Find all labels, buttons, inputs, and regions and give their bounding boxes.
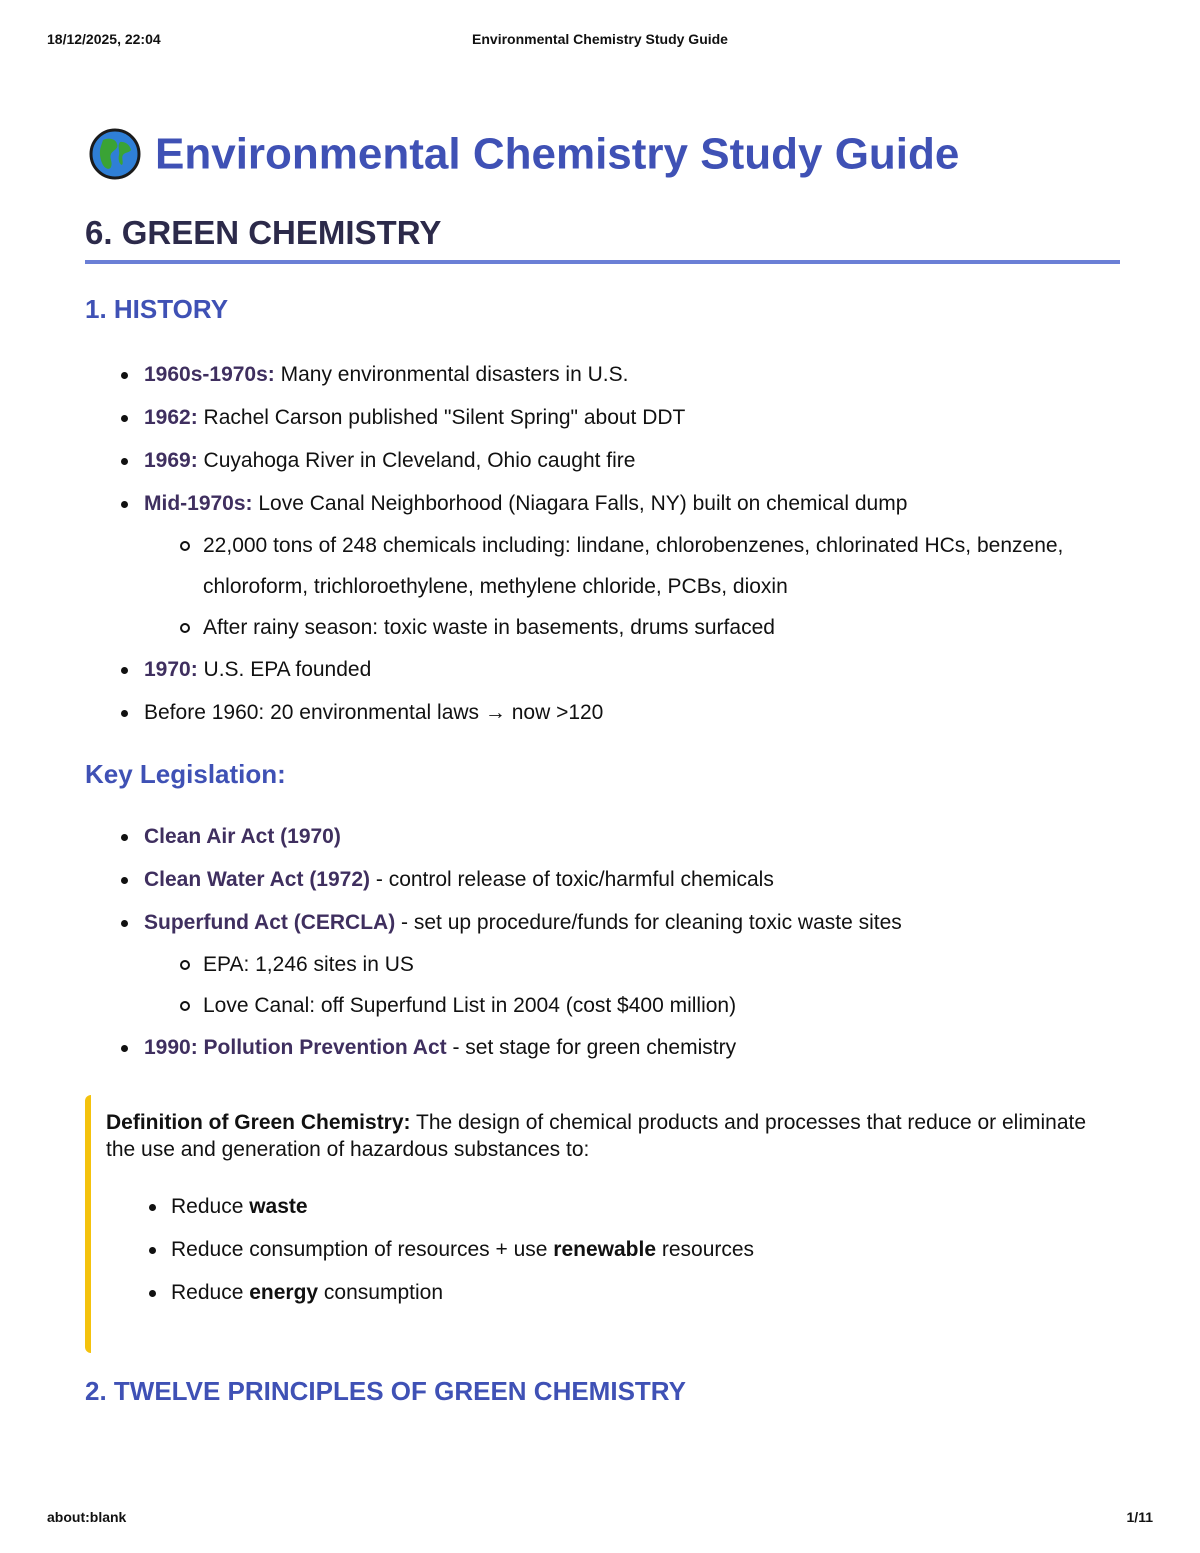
- list-item: [85, 901, 1105, 1026]
- item-text: consumption: [318, 1281, 443, 1304]
- list-item: [85, 815, 1105, 858]
- item-emphasis: renewable: [553, 1238, 657, 1261]
- item-text: Reduce: [171, 1195, 250, 1218]
- legislation-heading: Key Legislation:: [85, 759, 286, 789]
- definition-body: The design of chemical products and processes that reduce or eliminate the use and generation of hazardous substances to:: [106, 1111, 1087, 1161]
- item-text: Love Canal Neighborhood (Niagara Falls, NY) built on chemical dump: [252, 492, 908, 515]
- definition-text: [106, 1109, 1096, 1163]
- item-label: 1962:: [144, 406, 198, 429]
- list-item: [85, 482, 1105, 648]
- item-text: - control release of toxic/harmful chemicals: [370, 868, 774, 891]
- list-item: [107, 1271, 1097, 1314]
- item-emphasis: waste: [249, 1195, 308, 1218]
- item-label: Clean Water Act (1972): [144, 868, 371, 891]
- item-label: Superfund Act (CERCLA): [144, 911, 396, 934]
- item-text: Many environmental disasters in U.S.: [274, 363, 629, 386]
- page-number: 1/11: [1126, 1509, 1153, 1525]
- definition-callout: [85, 1095, 1106, 1353]
- sub-list-item: [144, 607, 1105, 648]
- list-item: [85, 691, 1105, 734]
- print-datetime: 18/12/2025, 22:04: [47, 31, 161, 47]
- definition-list: [107, 1185, 1097, 1314]
- list-item: [85, 648, 1105, 691]
- item-label: 1969:: [144, 449, 198, 472]
- section-title: 6. GREEN CHEMISTRY: [85, 212, 1120, 264]
- item-text: - set up procedure/funds for cleaning toxic waste sites: [395, 911, 902, 934]
- sub-list: [144, 944, 1105, 1026]
- list-item: [85, 1026, 1105, 1069]
- item-label: 1960s-1970s:: [144, 363, 275, 386]
- legislation-list: [85, 815, 1105, 1069]
- sub-item-text: 22,000 tons of 248 chemicals including: lindane, chlorobenzenes, chlorinated HCs, benzene, chloroform, trichloroethylene, methylene chloride, PCBs, dioxin: [203, 534, 1064, 598]
- sub-item-text: EPA: 1,246 sites in US: [203, 953, 414, 976]
- history-heading: 1. HISTORY: [85, 294, 229, 324]
- print-doc-title: Environmental Chemistry Study Guide: [472, 31, 728, 47]
- list-item: [85, 353, 1105, 396]
- history-list: [85, 353, 1105, 734]
- sub-item-text: After rainy season: toxic waste in basements, drums surfaced: [203, 616, 775, 639]
- item-text: Rachel Carson published "Silent Spring" about DDT: [197, 406, 686, 429]
- item-emphasis: energy: [249, 1281, 319, 1304]
- item-text: resources: [656, 1238, 755, 1261]
- sub-list-item: [144, 944, 1105, 985]
- list-item: [85, 439, 1105, 482]
- item-text: Reduce consumption of resources + use: [171, 1238, 554, 1261]
- list-item: [107, 1185, 1097, 1228]
- sub-list-item: [144, 985, 1105, 1026]
- item-label: Clean Air Act (1970): [144, 825, 341, 848]
- item-text: Reduce: [171, 1281, 250, 1304]
- list-item: [107, 1228, 1097, 1271]
- item-label: Mid-1970s:: [144, 492, 253, 515]
- page-title-text: Environmental Chemistry Study Guide: [155, 129, 960, 179]
- principles-heading: 2. TWELVE PRINCIPLES OF GREEN CHEMISTRY: [85, 1376, 686, 1406]
- definition-label: Definition of Green Chemistry:: [106, 1111, 411, 1134]
- item-label: 1970:: [144, 658, 198, 681]
- print-footer: [47, 1509, 1153, 1527]
- item-text: - set stage for green chemistry: [446, 1036, 737, 1059]
- sub-list-item: [144, 525, 1105, 607]
- page-title: [89, 124, 959, 182]
- item-text: Before 1960: 20 environmental laws → now >120: [144, 701, 604, 724]
- item-text: U.S. EPA founded: [197, 658, 372, 681]
- sub-list: [144, 525, 1105, 648]
- sub-item-text: Love Canal: off Superfund List in 2004 (cost $400 million): [203, 994, 737, 1017]
- item-text: Cuyahoga River in Cleveland, Ohio caught fire: [197, 449, 636, 472]
- globe-icon: [89, 128, 141, 180]
- print-url: about:blank: [47, 1509, 127, 1525]
- item-label: 1990: Pollution Prevention Act: [144, 1036, 447, 1059]
- list-item: [85, 396, 1105, 439]
- list-item: [85, 858, 1105, 901]
- print-header: [47, 31, 1153, 49]
